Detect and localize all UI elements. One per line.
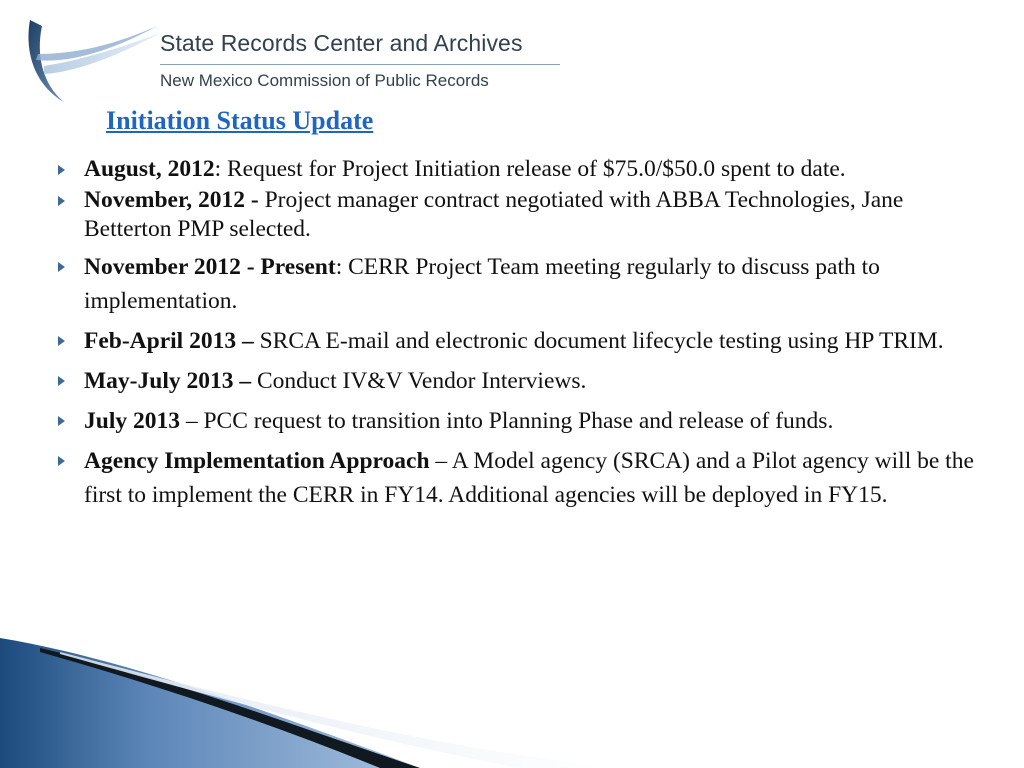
triangle-bullet-icon — [58, 336, 65, 346]
org-title: State Records Center and Archives — [160, 30, 523, 56]
triangle-bullet-icon — [58, 165, 65, 175]
bullet-text: SRCA E-mail and electronic document lifecycle testing using HP TRIM. — [259, 328, 944, 354]
bullet-text: Conduct IV&V Vendor Interviews. — [256, 368, 587, 394]
footer-swoosh — [0, 638, 1024, 768]
bullet-text: : CERR Project Team meeting regularly to discuss path to implementation. — [84, 254, 880, 314]
header-divider — [160, 64, 560, 65]
triangle-bullet-icon — [58, 262, 65, 272]
bullet-text: Project manager contract negotiated with ABBA Technologies, Jane Betterton PMP selected. — [84, 187, 904, 242]
triangle-bullet-icon — [58, 196, 65, 206]
bullet-text: – A Model agency (SRCA) and a Pilot agency will be the first to implement the CERR in FY14. Additional agencies will be deployed in FY15. — [84, 448, 974, 508]
bullet-lead: November, 2012 - — [84, 187, 265, 213]
bullet-lead: May-July 2013 – — [84, 368, 257, 394]
bullet-item — [58, 364, 978, 398]
bullet-list — [58, 155, 978, 512]
bullet-lead: November 2012 - Present — [84, 254, 336, 280]
triangle-bullet-icon — [58, 416, 65, 426]
bullet-text: : Request for Project Initiation release of $75.0/$50.0 spent to date. — [214, 156, 846, 182]
bullet-text: – PCC request to transition into Planning Phase and release of funds. — [179, 408, 834, 434]
bullet-lead: Agency Implementation Approach — [84, 448, 430, 474]
bullet-item — [58, 404, 978, 438]
bullet-item — [58, 155, 978, 184]
bullet-item — [58, 444, 978, 512]
bullet-item — [58, 250, 978, 318]
org-subtitle: New Mexico Commission of Public Records — [160, 71, 489, 90]
triangle-bullet-icon — [58, 376, 65, 386]
triangle-bullet-icon — [58, 456, 65, 466]
swoosh-logo-icon — [22, 14, 172, 109]
bullet-item — [58, 186, 978, 244]
slide-title: Initiation Status Update — [106, 106, 374, 135]
bullet-lead: Feb-April 2013 – — [84, 328, 260, 354]
bullet-item — [58, 324, 978, 358]
header — [160, 30, 560, 91]
bullet-lead: July 2013 — [84, 408, 180, 434]
bullet-lead: August, 2012 — [84, 156, 215, 182]
